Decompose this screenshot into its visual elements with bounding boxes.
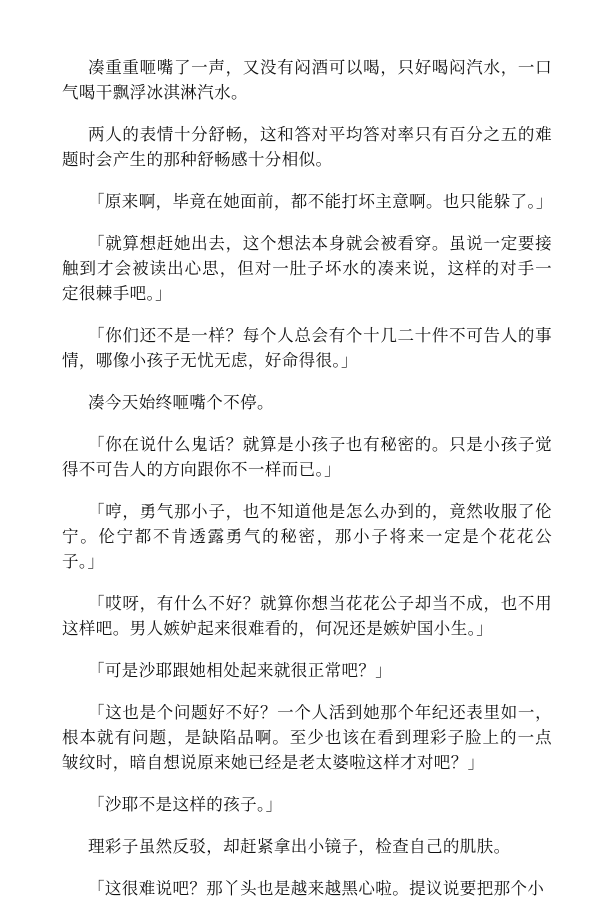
- paragraph: 理彩子虽然反驳，却赶紧拿出小镜子，检查自己的肌肤。: [88, 837, 511, 856]
- paragraph: 凑重重咂嘴了一声，又没有闷酒可以喝，只好喝闷汽水，一口气喝干飘浮冰淇淋汽水。: [62, 58, 552, 102]
- paragraph: 「可是沙耶跟她相处起来就很正常吧？」: [88, 661, 393, 680]
- paragraph: 两人的表情十分舒畅，这和答对平均答对率只有百分之五的难题时会产生的那种舒畅感十分相似。: [62, 125, 552, 169]
- paragraph: 凑今天始终咂嘴个不停。: [88, 393, 274, 412]
- paragraph: 「就算想赶她出去，这个想法本身就会被看穿。虽说一定要接触到才会被读出心思，但对一肚子坏水的凑来说，这样的对手一定很棘手吧。」: [62, 234, 552, 303]
- paragraph: 「原来啊，毕竟在她面前，都不能打坏主意啊。也只能躲了。」: [88, 192, 553, 211]
- paragraph: 「你们还不是一样？每个人总会有个十几二十件不可告人的事情，哪像小孩子无忧无虑，好命得很。」: [62, 326, 552, 370]
- paragraph: 「你在说什么鬼话？就算是小孩子也有秘密的。只是小孩子觉得不可告人的方向跟你不一样而已。」: [62, 435, 552, 479]
- body-text: [62, 55, 552, 918]
- paragraph: 「这也是个问题好不好？一个人活到她那个年纪还表里如一，根本就有问题，是缺陷品啊。至少也该在看到理彩子脸上的一点皱纹时，暗自想说原来她已经是老太婆啦这样才对吧？」: [62, 703, 552, 772]
- paragraph: 「哎呀，有什么不好？就算你想当花花公子却当不成，也不用这样吧。男人嫉妒起来很难看的，何况还是嫉妒国小生。」: [62, 594, 552, 638]
- paragraph: 「这很难说吧？那丫头也是越来越黑心啦。提议说要把那个小: [88, 879, 545, 898]
- paragraph: 「沙耶不是这样的孩子。」: [88, 795, 283, 814]
- paragraph: 「哼，勇气那小子，也不知道他是怎么办到的，竟然收服了伦宁。伦宁都不肯透露勇气的秘密，那小子将来一定是个花花公子。」: [62, 502, 552, 571]
